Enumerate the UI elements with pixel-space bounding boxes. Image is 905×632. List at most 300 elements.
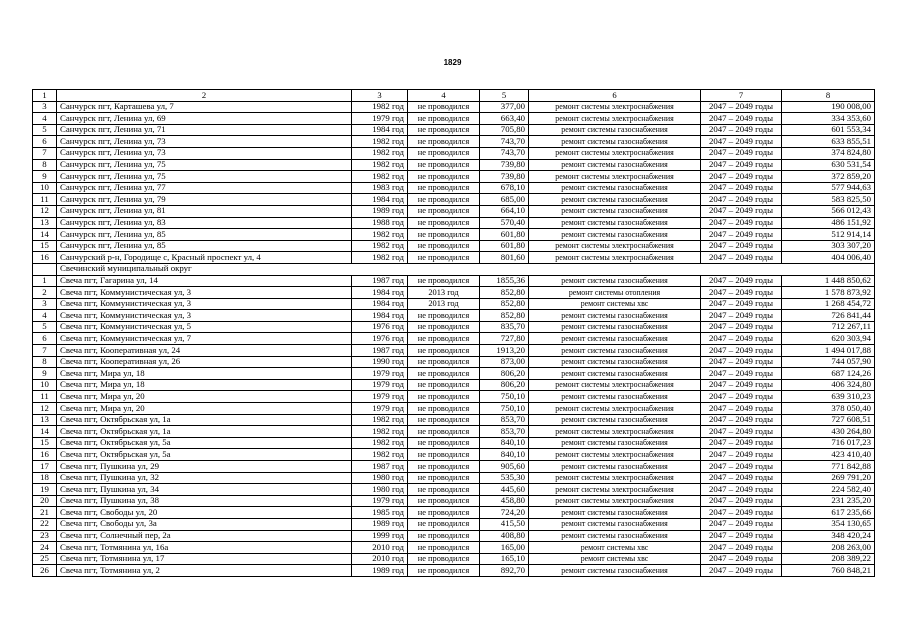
address-cell: Свеча пгт, Октябрьская ул, 5а xyxy=(57,449,352,461)
cost-cell: 771 842,88 xyxy=(782,461,875,473)
address-cell: Свеча пгт, Мира ул, 18 xyxy=(57,368,352,380)
last-repair-cell: не проводился xyxy=(408,147,480,159)
period-cell: 2047 – 2049 годы xyxy=(701,182,782,194)
address-cell: Санчурск пгт, Ленина ул, 79 xyxy=(57,194,352,206)
area-cell: 1913,20 xyxy=(480,345,529,357)
period-cell: 2047 – 2049 годы xyxy=(701,530,782,542)
cost-cell: 208 389,22 xyxy=(782,553,875,565)
address-cell: Санчурск пгт, Ленина ул, 77 xyxy=(57,182,352,194)
period-cell: 2047 – 2049 годы xyxy=(701,565,782,577)
page-number: 1829 xyxy=(443,58,462,67)
row-number: 14 xyxy=(33,229,57,241)
year-built-cell: 1982 год xyxy=(352,229,408,241)
cost-cell: 269 791,20 xyxy=(782,472,875,484)
period-cell: 2047 – 2049 годы xyxy=(701,113,782,125)
last-repair-cell: не проводился xyxy=(408,101,480,113)
period-cell: 2047 – 2049 годы xyxy=(701,159,782,171)
year-built-cell: 1979 год xyxy=(352,113,408,125)
year-built-cell: 1989 год xyxy=(352,565,408,577)
area-cell: 852,80 xyxy=(480,310,529,322)
area-cell: 743,70 xyxy=(480,147,529,159)
table-row xyxy=(33,426,875,438)
last-repair-cell: не проводился xyxy=(408,507,480,519)
row-number: 3 xyxy=(33,101,57,113)
repair-work-cell: ремонт системы газоснабжения xyxy=(529,530,701,542)
table-row xyxy=(33,403,875,415)
last-repair-cell: не проводился xyxy=(408,542,480,554)
repair-work-cell: ремонт системы хвс xyxy=(529,298,701,310)
period-cell: 2047 – 2049 годы xyxy=(701,240,782,252)
address-cell: Свеча пгт, Октябрьская ул, 1а xyxy=(57,426,352,438)
repair-work-cell: ремонт системы хвс xyxy=(529,542,701,554)
table-row xyxy=(33,182,875,194)
last-repair-cell: не проводился xyxy=(408,461,480,473)
section-title: Свечинский муниципальный округ xyxy=(57,263,875,275)
year-built-cell: 2010 год xyxy=(352,553,408,565)
area-cell: 892,70 xyxy=(480,565,529,577)
year-built-cell: 1984 год xyxy=(352,194,408,206)
row-number: 18 xyxy=(33,472,57,484)
address-cell: Свеча пгт, Октябрьская ул, 5а xyxy=(57,437,352,449)
row-number: 9 xyxy=(33,171,57,183)
table-row xyxy=(33,124,875,136)
repair-work-cell: ремонт системы электроснабжения xyxy=(529,472,701,484)
address-cell: Санчурск пгт, Карташева ул, 7 xyxy=(57,101,352,113)
row-number: 5 xyxy=(33,321,57,333)
cost-cell: 727 608,51 xyxy=(782,414,875,426)
cost-cell: 231 235,20 xyxy=(782,495,875,507)
cost-cell: 378 050,40 xyxy=(782,403,875,415)
address-cell: Санчурск пгт, Ленина ул, 73 xyxy=(57,136,352,148)
period-cell: 2047 – 2049 годы xyxy=(701,171,782,183)
area-cell: 408,80 xyxy=(480,530,529,542)
year-built-cell: 1982 год xyxy=(352,136,408,148)
address-cell: Свеча пгт, Тотмянина ул, 17 xyxy=(57,553,352,565)
cost-cell: 208 263,00 xyxy=(782,542,875,554)
table-row xyxy=(33,368,875,380)
area-cell: 724,20 xyxy=(480,507,529,519)
table-row xyxy=(33,449,875,461)
cost-cell: 760 848,21 xyxy=(782,565,875,577)
area-cell: 835,70 xyxy=(480,321,529,333)
year-built-cell: 1987 год xyxy=(352,461,408,473)
repair-work-cell: ремонт системы электроснабжения xyxy=(529,403,701,415)
table-row xyxy=(33,530,875,542)
year-built-cell: 1984 год xyxy=(352,124,408,136)
address-cell: Свеча пгт, Мира ул, 20 xyxy=(57,403,352,415)
cost-cell: 726 841,44 xyxy=(782,310,875,322)
table-row xyxy=(33,518,875,530)
table-row xyxy=(33,240,875,252)
period-cell: 2047 – 2049 годы xyxy=(701,136,782,148)
last-repair-cell: не проводился xyxy=(408,124,480,136)
table-row xyxy=(33,147,875,159)
address-cell: Санчурск пгт, Ленина ул, 83 xyxy=(57,217,352,229)
year-built-cell: 1982 год xyxy=(352,449,408,461)
repair-work-cell: ремонт системы газоснабжения xyxy=(529,391,701,403)
table-row xyxy=(33,275,875,287)
repair-work-cell: ремонт системы газоснабжения xyxy=(529,310,701,322)
area-cell: 415,50 xyxy=(480,518,529,530)
period-cell: 2047 – 2049 годы xyxy=(701,391,782,403)
area-cell: 165,10 xyxy=(480,553,529,565)
cost-cell: 566 012,43 xyxy=(782,205,875,217)
row-number: 16 xyxy=(33,252,57,264)
period-cell: 2047 – 2049 годы xyxy=(701,101,782,113)
area-cell: 377,00 xyxy=(480,101,529,113)
year-built-cell: 1979 год xyxy=(352,495,408,507)
address-cell: Свеча пгт, Тотмянина ул, 2 xyxy=(57,565,352,577)
row-number: 12 xyxy=(33,403,57,415)
period-cell: 2047 – 2049 годы xyxy=(701,147,782,159)
area-cell: 873,00 xyxy=(480,356,529,368)
row-number: 26 xyxy=(33,565,57,577)
row-number: 13 xyxy=(33,414,57,426)
year-built-cell: 1999 год xyxy=(352,530,408,542)
address-cell: Свеча пгт, Пушкина ул, 38 xyxy=(57,495,352,507)
last-repair-cell: не проводился xyxy=(408,449,480,461)
area-cell: 664,10 xyxy=(480,205,529,217)
cost-cell: 423 410,40 xyxy=(782,449,875,461)
repair-work-cell: ремонт системы газоснабжения xyxy=(529,229,701,241)
cost-cell: 190 008,00 xyxy=(782,101,875,113)
table-row xyxy=(33,113,875,125)
period-cell: 2047 – 2049 годы xyxy=(701,507,782,519)
period-cell: 2047 – 2049 годы xyxy=(701,542,782,554)
repair-work-cell: ремонт системы электроснабжения xyxy=(529,426,701,438)
table-row xyxy=(33,252,875,264)
column-header: 2 xyxy=(57,90,352,102)
address-cell: Санчурский р-н, Городище с, Красный проспект ул, 4 xyxy=(57,252,352,264)
area-cell: 853,70 xyxy=(480,414,529,426)
period-cell: 2047 – 2049 годы xyxy=(701,472,782,484)
cost-cell: 577 944,63 xyxy=(782,182,875,194)
last-repair-cell: не проводился xyxy=(408,472,480,484)
period-cell: 2047 – 2049 годы xyxy=(701,414,782,426)
year-built-cell: 1984 год xyxy=(352,298,408,310)
table-row xyxy=(33,565,875,577)
cost-cell: 1 494 017,88 xyxy=(782,345,875,357)
year-built-cell: 1979 год xyxy=(352,379,408,391)
address-cell: Свеча пгт, Солнечный пер, 2а xyxy=(57,530,352,542)
row-number: 21 xyxy=(33,507,57,519)
table-row xyxy=(33,310,875,322)
table-row xyxy=(33,414,875,426)
cost-cell: 639 310,23 xyxy=(782,391,875,403)
address-cell: Свеча пгт, Свободы ул, 20 xyxy=(57,507,352,519)
period-cell: 2047 – 2049 годы xyxy=(701,403,782,415)
repair-work-cell: ремонт системы газоснабжения xyxy=(529,518,701,530)
area-cell: 458,80 xyxy=(480,495,529,507)
table-row xyxy=(33,229,875,241)
area-cell: 801,60 xyxy=(480,252,529,264)
last-repair-cell: не проводился xyxy=(408,379,480,391)
area-cell: 905,60 xyxy=(480,461,529,473)
year-built-cell: 1982 год xyxy=(352,437,408,449)
row-number: 19 xyxy=(33,484,57,496)
address-cell: Санчурск пгт, Ленина ул, 81 xyxy=(57,205,352,217)
table-row xyxy=(33,217,875,229)
period-cell: 2047 – 2049 годы xyxy=(701,321,782,333)
area-cell: 739,80 xyxy=(480,159,529,171)
cost-cell: 303 307,20 xyxy=(782,240,875,252)
last-repair-cell: не проводился xyxy=(408,414,480,426)
cost-cell: 601 553,34 xyxy=(782,124,875,136)
address-cell: Свеча пгт, Гагарина ул, 14 xyxy=(57,275,352,287)
row-number: 23 xyxy=(33,530,57,542)
repair-work-cell: ремонт системы газоснабжения xyxy=(529,414,701,426)
column-header: 6 xyxy=(529,90,701,102)
column-header: 7 xyxy=(701,90,782,102)
last-repair-cell: не проводился xyxy=(408,530,480,542)
cost-cell: 354 130,65 xyxy=(782,518,875,530)
cost-cell: 430 264,80 xyxy=(782,426,875,438)
section-empty-cell xyxy=(33,263,57,275)
repair-work-cell: ремонт системы газоснабжения xyxy=(529,565,701,577)
last-repair-cell: не проводился xyxy=(408,321,480,333)
repair-work-cell: ремонт системы газоснабжения xyxy=(529,356,701,368)
cost-cell: 406 324,80 xyxy=(782,379,875,391)
area-cell: 535,30 xyxy=(480,472,529,484)
year-built-cell: 1982 год xyxy=(352,426,408,438)
last-repair-cell: не проводился xyxy=(408,518,480,530)
repair-register-table xyxy=(32,89,875,577)
year-built-cell: 1982 год xyxy=(352,414,408,426)
table-row xyxy=(33,379,875,391)
row-number: 6 xyxy=(33,333,57,345)
column-header: 5 xyxy=(480,90,529,102)
address-cell: Санчурск пгт, Ленина ул, 73 xyxy=(57,147,352,159)
year-built-cell: 1979 год xyxy=(352,368,408,380)
area-cell: 840,10 xyxy=(480,437,529,449)
last-repair-cell: не проводился xyxy=(408,194,480,206)
last-repair-cell: не проводился xyxy=(408,565,480,577)
period-cell: 2047 – 2049 годы xyxy=(701,437,782,449)
repair-work-cell: ремонт системы газоснабжения xyxy=(529,321,701,333)
period-cell: 2047 – 2049 годы xyxy=(701,379,782,391)
period-cell: 2047 – 2049 годы xyxy=(701,368,782,380)
last-repair-cell: не проводился xyxy=(408,275,480,287)
period-cell: 2047 – 2049 годы xyxy=(701,229,782,241)
period-cell: 2047 – 2049 годы xyxy=(701,194,782,206)
repair-work-cell: ремонт системы газоснабжения xyxy=(529,275,701,287)
last-repair-cell: не проводился xyxy=(408,403,480,415)
period-cell: 2047 – 2049 годы xyxy=(701,310,782,322)
repair-work-cell: ремонт системы электроснабжения xyxy=(529,147,701,159)
last-repair-cell: 2013 год xyxy=(408,287,480,299)
area-cell: 165,00 xyxy=(480,542,529,554)
year-built-cell: 1979 год xyxy=(352,403,408,415)
last-repair-cell: не проводился xyxy=(408,426,480,438)
year-built-cell: 1984 год xyxy=(352,287,408,299)
repair-work-cell: ремонт системы электроснабжения xyxy=(529,171,701,183)
last-repair-cell: не проводился xyxy=(408,159,480,171)
area-cell: 739,80 xyxy=(480,171,529,183)
year-built-cell: 1982 год xyxy=(352,240,408,252)
table-row xyxy=(33,356,875,368)
year-built-cell: 1984 год xyxy=(352,310,408,322)
address-cell: Свеча пгт, Мира ул, 20 xyxy=(57,391,352,403)
table-row xyxy=(33,484,875,496)
row-number: 6 xyxy=(33,136,57,148)
address-cell: Санчурск пгт, Ленина ул, 69 xyxy=(57,113,352,125)
repair-work-cell: ремонт системы газоснабжения xyxy=(529,345,701,357)
row-number: 10 xyxy=(33,182,57,194)
cost-cell: 1 448 850,62 xyxy=(782,275,875,287)
repair-work-cell: ремонт системы электроснабжения xyxy=(529,484,701,496)
area-cell: 705,80 xyxy=(480,124,529,136)
row-number: 8 xyxy=(33,159,57,171)
cost-cell: 716 017,23 xyxy=(782,437,875,449)
row-number: 17 xyxy=(33,461,57,473)
year-built-cell: 1989 год xyxy=(352,518,408,530)
cost-cell: 372 859,20 xyxy=(782,171,875,183)
last-repair-cell: не проводился xyxy=(408,229,480,241)
year-built-cell: 1988 год xyxy=(352,217,408,229)
last-repair-cell: не проводился xyxy=(408,368,480,380)
year-built-cell: 1990 год xyxy=(352,356,408,368)
row-number: 7 xyxy=(33,345,57,357)
row-number: 15 xyxy=(33,240,57,252)
address-cell: Свеча пгт, Коммунистическая ул, 3 xyxy=(57,287,352,299)
address-cell: Свеча пгт, Пушкина ул, 29 xyxy=(57,461,352,473)
address-cell: Санчурск пгт, Ленина ул, 75 xyxy=(57,159,352,171)
cost-cell: 334 353,60 xyxy=(782,113,875,125)
table-row xyxy=(33,321,875,333)
row-number: 10 xyxy=(33,379,57,391)
year-built-cell: 1976 год xyxy=(352,333,408,345)
area-cell: 853,70 xyxy=(480,426,529,438)
last-repair-cell: не проводился xyxy=(408,252,480,264)
period-cell: 2047 – 2049 годы xyxy=(701,449,782,461)
period-cell: 2047 – 2049 годы xyxy=(701,205,782,217)
column-header: 4 xyxy=(408,90,480,102)
cost-cell: 512 914,14 xyxy=(782,229,875,241)
repair-work-cell: ремонт системы газоснабжения xyxy=(529,333,701,345)
row-number: 4 xyxy=(33,113,57,125)
year-built-cell: 1982 год xyxy=(352,101,408,113)
period-cell: 2047 – 2049 годы xyxy=(701,553,782,565)
period-cell: 2047 – 2049 годы xyxy=(701,426,782,438)
row-number: 11 xyxy=(33,194,57,206)
period-cell: 2047 – 2049 годы xyxy=(701,217,782,229)
repair-work-cell: ремонт системы электроснабжения xyxy=(529,252,701,264)
last-repair-cell: не проводился xyxy=(408,553,480,565)
last-repair-cell: не проводился xyxy=(408,113,480,125)
last-repair-cell: не проводился xyxy=(408,356,480,368)
row-number: 5 xyxy=(33,124,57,136)
area-cell: 570,40 xyxy=(480,217,529,229)
address-cell: Санчурск пгт, Ленина ул, 85 xyxy=(57,229,352,241)
area-cell: 806,20 xyxy=(480,368,529,380)
table-row xyxy=(33,101,875,113)
last-repair-cell: не проводился xyxy=(408,391,480,403)
row-number: 11 xyxy=(33,391,57,403)
table-row xyxy=(33,495,875,507)
period-cell: 2047 – 2049 годы xyxy=(701,356,782,368)
year-built-cell: 1982 год xyxy=(352,159,408,171)
cost-cell: 404 006,40 xyxy=(782,252,875,264)
row-number: 20 xyxy=(33,495,57,507)
cost-cell: 687 124,26 xyxy=(782,368,875,380)
row-number: 15 xyxy=(33,437,57,449)
cost-cell: 1 578 873,92 xyxy=(782,287,875,299)
address-cell: Свеча пгт, Коммунистическая ул, 7 xyxy=(57,333,352,345)
row-number: 24 xyxy=(33,542,57,554)
address-cell: Свеча пгт, Октябрьская ул, 1а xyxy=(57,414,352,426)
row-number: 16 xyxy=(33,449,57,461)
year-built-cell: 1976 год xyxy=(352,321,408,333)
row-number: 14 xyxy=(33,426,57,438)
table-row xyxy=(33,171,875,183)
table-row xyxy=(33,472,875,484)
cost-cell: 224 582,40 xyxy=(782,484,875,496)
year-built-cell: 1979 год xyxy=(352,391,408,403)
table-row xyxy=(33,542,875,554)
column-header-row xyxy=(33,90,875,102)
address-cell: Свеча пгт, Коммунистическая ул, 3 xyxy=(57,298,352,310)
area-cell: 1855,36 xyxy=(480,275,529,287)
year-built-cell: 1987 год xyxy=(352,275,408,287)
column-header: 1 xyxy=(33,90,57,102)
repair-work-cell: ремонт системы газоснабжения xyxy=(529,205,701,217)
period-cell: 2047 – 2049 годы xyxy=(701,495,782,507)
cost-cell: 486 151,92 xyxy=(782,217,875,229)
row-number: 4 xyxy=(33,310,57,322)
repair-work-cell: ремонт системы газоснабжения xyxy=(529,437,701,449)
table-row xyxy=(33,205,875,217)
row-number: 7 xyxy=(33,147,57,159)
row-number: 22 xyxy=(33,518,57,530)
cost-cell: 630 531,54 xyxy=(782,159,875,171)
table-row xyxy=(33,333,875,345)
area-cell: 727,80 xyxy=(480,333,529,345)
address-cell: Свеча пгт, Кооперативная ул, 24 xyxy=(57,345,352,357)
repair-work-cell: ремонт системы газоснабжения xyxy=(529,159,701,171)
period-cell: 2047 – 2049 годы xyxy=(701,124,782,136)
year-built-cell: 1982 год xyxy=(352,171,408,183)
table-body xyxy=(33,90,875,577)
table-row xyxy=(33,136,875,148)
last-repair-cell: не проводился xyxy=(408,484,480,496)
last-repair-cell: не проводился xyxy=(408,182,480,194)
column-header: 8 xyxy=(782,90,875,102)
address-cell: Санчурск пгт, Ленина ул, 85 xyxy=(57,240,352,252)
year-built-cell: 2010 год xyxy=(352,542,408,554)
address-cell: Свеча пгт, Свободы ул, 3а xyxy=(57,518,352,530)
year-built-cell: 1989 год xyxy=(352,205,408,217)
repair-work-cell: ремонт системы газоснабжения xyxy=(529,368,701,380)
last-repair-cell: не проводился xyxy=(408,205,480,217)
year-built-cell: 1987 год xyxy=(352,345,408,357)
area-cell: 743,70 xyxy=(480,136,529,148)
address-cell: Свеча пгт, Тотмянина ул, 16а xyxy=(57,542,352,554)
table-row xyxy=(33,194,875,206)
row-number: 12 xyxy=(33,205,57,217)
row-number: 25 xyxy=(33,553,57,565)
last-repair-cell: не проводился xyxy=(408,217,480,229)
area-cell: 750,10 xyxy=(480,403,529,415)
cost-cell: 744 057,90 xyxy=(782,356,875,368)
last-repair-cell: не проводился xyxy=(408,345,480,357)
section-row xyxy=(33,263,875,275)
last-repair-cell: не проводился xyxy=(408,171,480,183)
table-row xyxy=(33,553,875,565)
repair-work-cell: ремонт системы отопления xyxy=(529,287,701,299)
repair-work-cell: ремонт системы электроснабжения xyxy=(529,240,701,252)
repair-work-cell: ремонт системы газоснабжения xyxy=(529,124,701,136)
area-cell: 678,10 xyxy=(480,182,529,194)
